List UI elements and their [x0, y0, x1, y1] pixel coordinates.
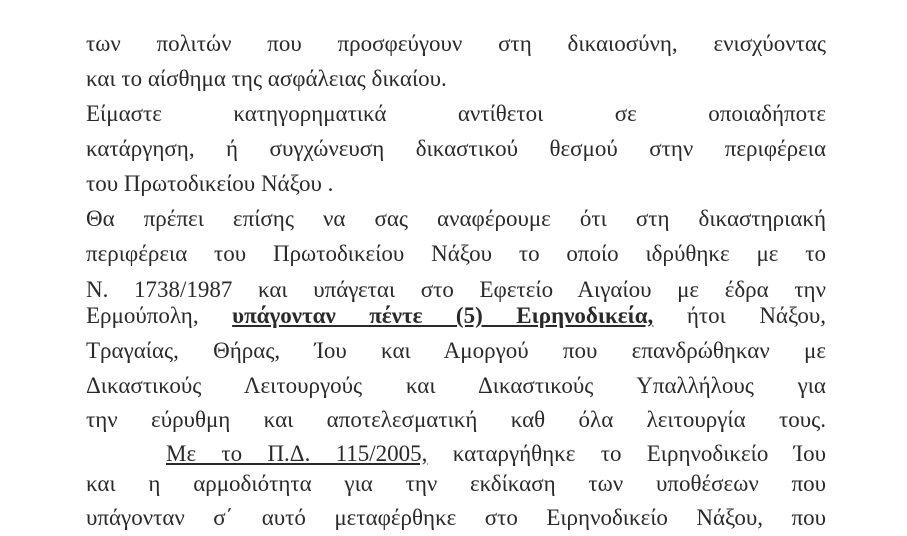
- emphasized-phrase: υπάγονταν πέντε (5) Ειρηνοδικεία,: [232, 303, 654, 328]
- text-segment: καταργήθηκε το Ειρηνοδικείο Ίου: [427, 441, 826, 466]
- text-line-6: Θα πρέπει επίσης να σας αναφέρουμε ότι στη δικαστηριακή: [86, 206, 826, 231]
- text-line-2: και το αίσθημα της ασφάλειας δικαίου.: [86, 66, 447, 91]
- text-line-15: υπάγονταν σ΄ αυτό μεταφέρθηκε στο Ειρηνοδικείο Νάξου, που: [86, 505, 826, 530]
- text-line-4: κατάργηση, ή συγχώνευση δικαστικού θεσμού στην περιφέρεια: [86, 136, 826, 161]
- text-line-1: των πολιτών που προσφεύγουν στη δικαιοσύνη, ενισχύοντας: [86, 31, 826, 56]
- text-line-9: [86, 298, 826, 334]
- text-line-14: και η αρμοδιότητα για την εκδίκαση των υποθέσεων που: [86, 471, 826, 496]
- text-line-12: την εύρυθμη και αποτελεσματική καθ όλα λειτουργία τους.: [86, 407, 826, 432]
- text-line-7: περιφέρεια του Πρωτοδικείου Νάξου το οποίο ιδρύθηκε με το: [86, 241, 826, 266]
- text-line-3: Είμαστε κατηγορηματικά αντίθετοι σε οποιαδήποτε: [86, 101, 826, 126]
- text-segment: Ερμούπολη,: [86, 303, 233, 328]
- text-line-10: Τραγαίας, Θήρας, Ίου και Αμοργού που επανδρώθηκαν με: [86, 338, 826, 363]
- decree-reference: Με το Π.Δ. 115/2005,: [166, 441, 428, 466]
- text-line-5: του Πρωτοδικείου Νάξου .: [86, 171, 334, 196]
- text-line-11: Δικαστικούς Λειτουργούς και Δικαστικούς Υπαλλήλους για: [86, 373, 826, 398]
- text-segment: ήτοι Νάξου,: [653, 303, 827, 328]
- text-line-8: Ν. 1738/1987 και υπάγεται στο Εφετείο Αιγαίου με έδρα την: [86, 277, 826, 302]
